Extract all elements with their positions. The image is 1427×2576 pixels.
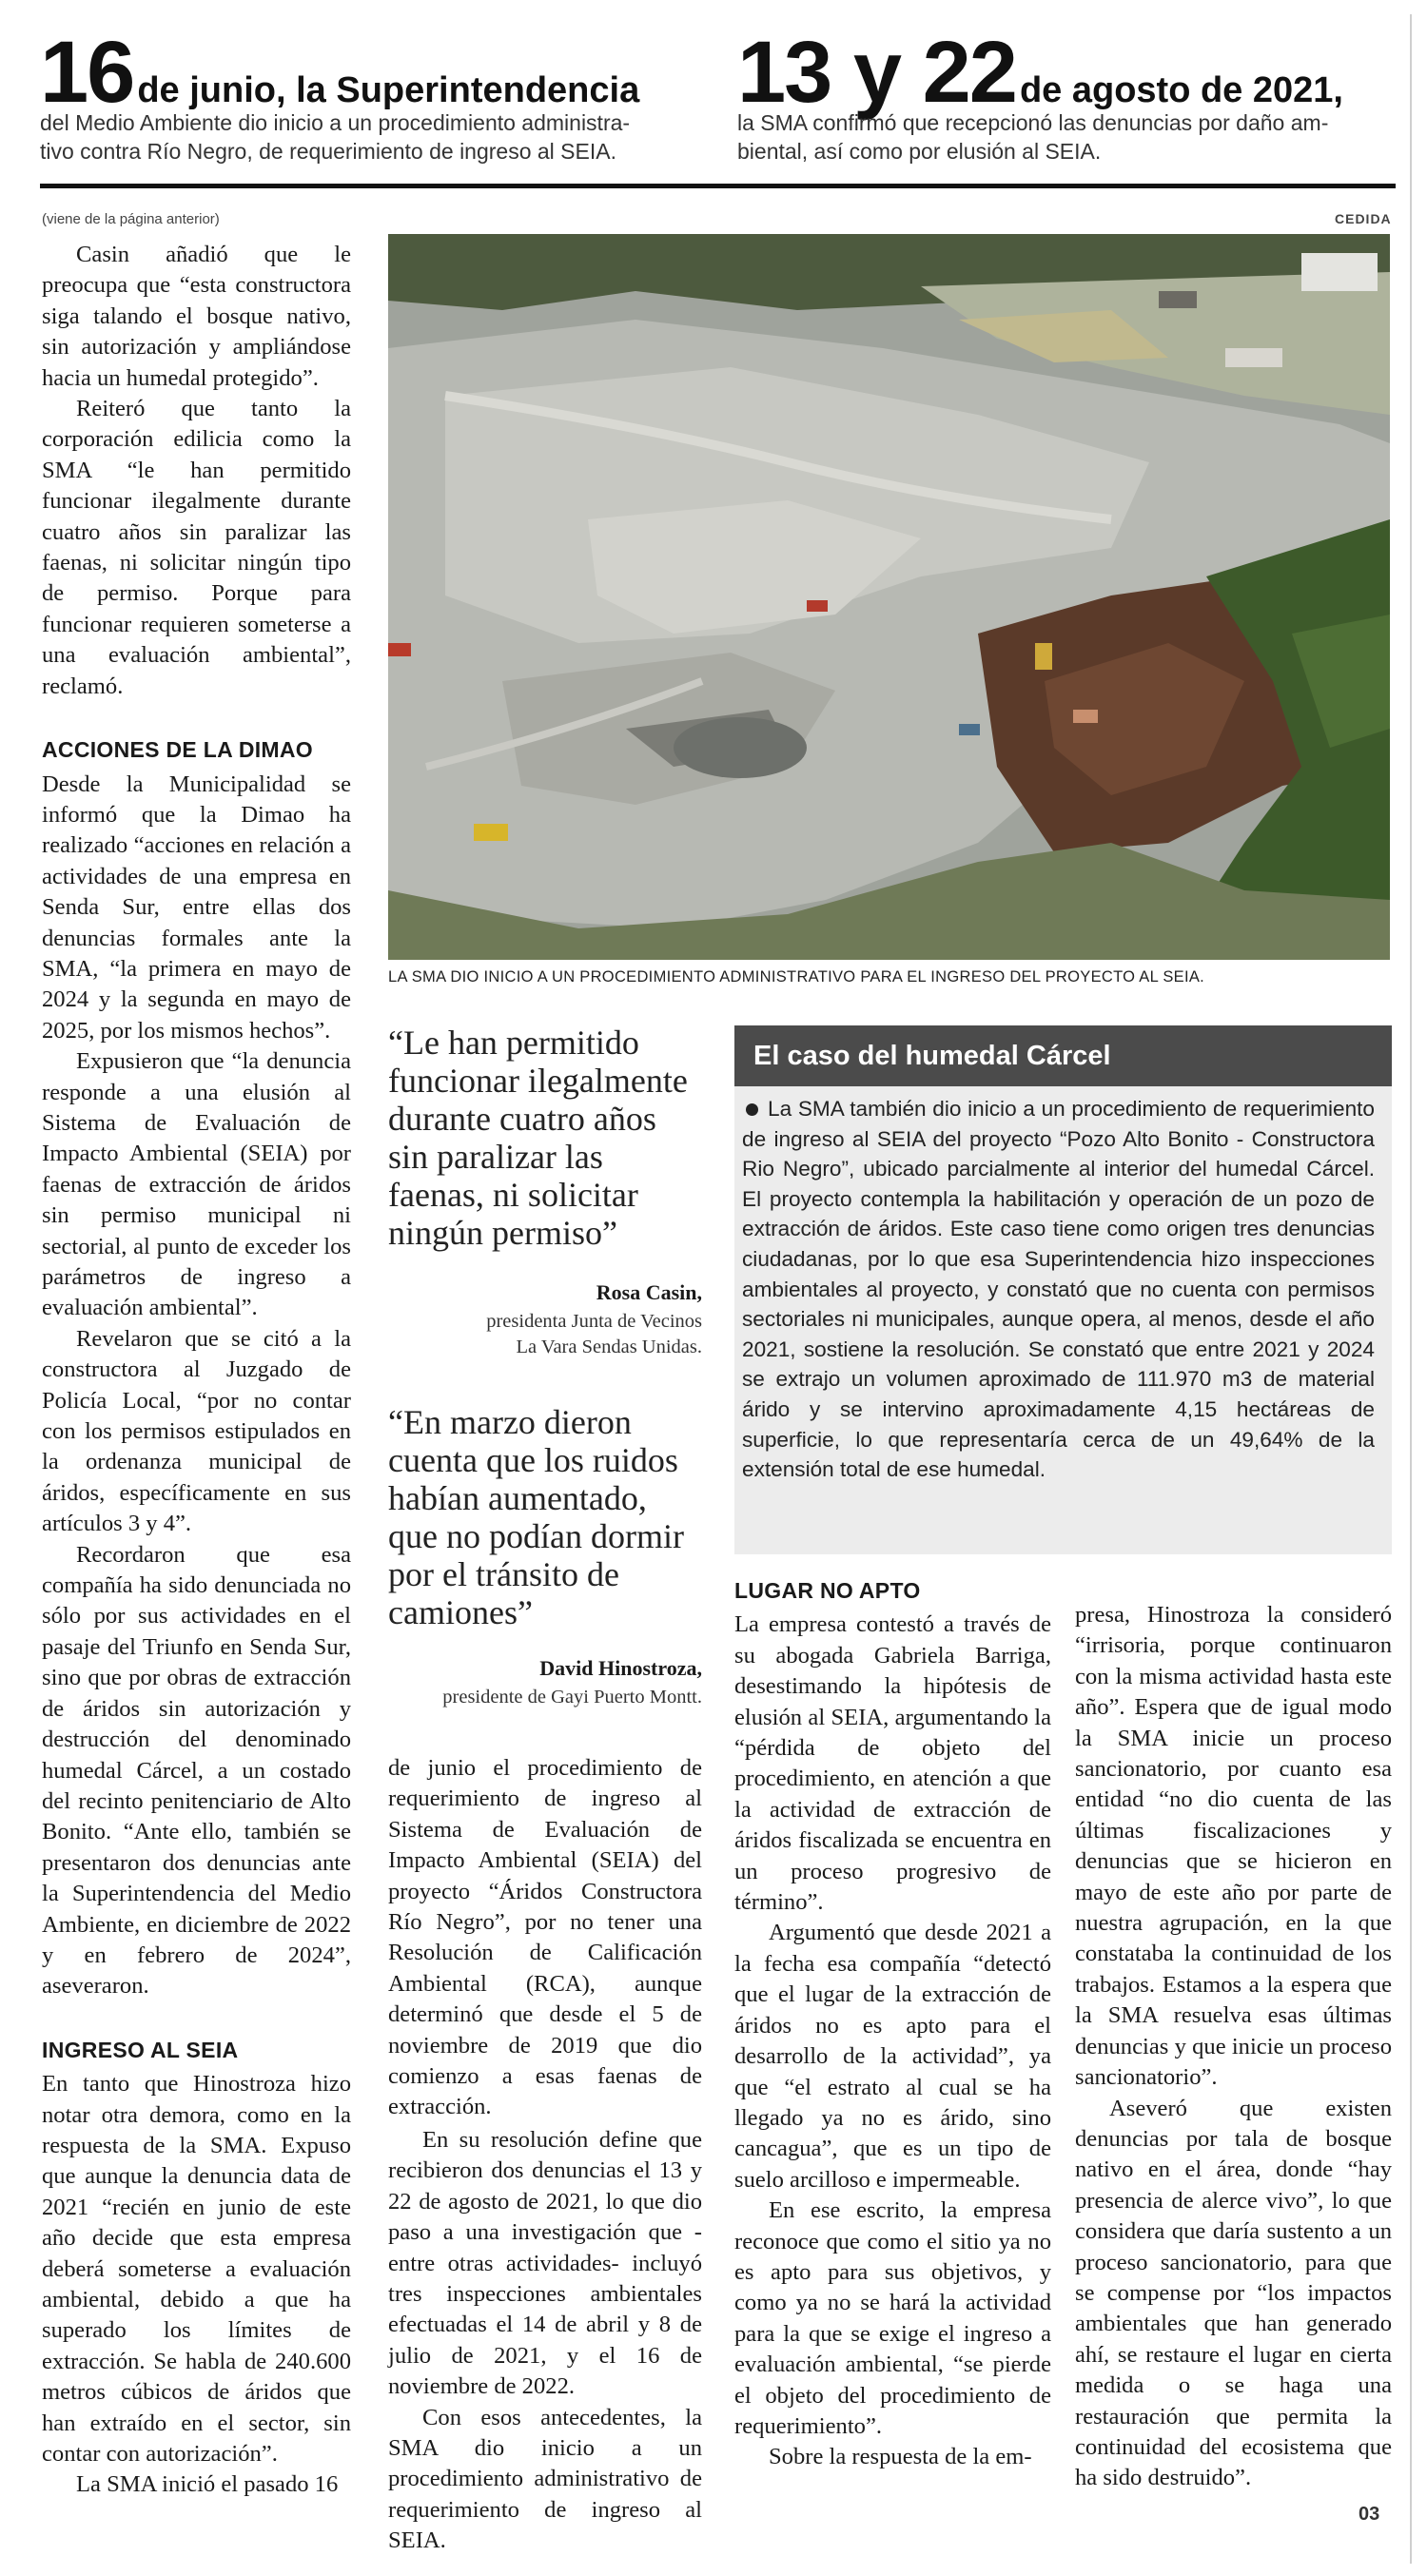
end-mark: 03 xyxy=(1359,2504,1380,2525)
col4-paragraph: Aseveró que existen denuncias por tala de bosque nativo en el área, donde “hay presencia de alerce vivo”, lo que considera que daría sustento a un proceso sancionatorio, para que se compense por “los impactos ambientales que han generado ahí, se restaure el lugar en cierta medida o se haga una restauración que permita la continuidad del ecosistema que ha sido destruido”. xyxy=(1075,2095,1392,2491)
pull-quote-1 xyxy=(388,1024,702,1360)
quote-2-text: “En marzo dieron cuenta que los ruidos habían aumentado, que no podían dormir por el tránsito de camiones” xyxy=(388,1403,684,1631)
timeline-right-line1: la SMA confirmó que recepcionó las denuncias por daño am- xyxy=(737,110,1329,135)
article-column-2 xyxy=(388,1753,702,2557)
subhead-lugar-no-apto: LUGAR NO APTO xyxy=(734,1578,921,1603)
col3-paragraph: Argumentó que desde 2021 a la fecha esa compañía “detectó que el lugar de la extracción de áridos no es apto para el desarrollo de la actividad”, ya que “el estrato al cual se ha llegado ya no es árido, sino cancagua”, que es un tipo de suelo arcilloso e impermeable. xyxy=(734,1920,1051,2193)
col2-paragraph: de junio el procedimiento de requerimiento de ingreso al Sistema de Evaluación de Impacto Ambiental (SEIA) del proyecto “Áridos Constructora Río Negro”, por no tener una Resolución de Calificación Ambiental (RCA), aunque determinó que desde el 5 de noviembre de 2019 que dio comienzo a esas faenas de extracción. xyxy=(388,1755,702,2120)
quote-2-role: presidente de Gayi Puerto Montt. xyxy=(442,1687,702,1708)
sidebar-box-title xyxy=(734,1025,1392,1086)
quote-1-role: presidenta Junta de Vecinos xyxy=(486,1311,702,1332)
quote-1-name: Rosa Casin, xyxy=(596,1280,702,1304)
col1-paragraph: Revelaron que se citó a la constructora al Juzgado de Policía Local, “por no contar con los permisos estipulados en la ordenanza municipal de áridos, específicamente en sus artículos 3 y 4”. xyxy=(42,1325,351,1537)
col3-paragraph: La empresa contestó a través de su abogada Gabriela Barriga, desestimando la hipótesis de elusión al SEIA, argumentando la “pérdida de objeto del procedimiento, en atención a que la actividad de extracción de áridos fiscalizada se encuentra en un proceso progresivo de término”. xyxy=(734,1611,1051,1916)
col1-paragraph: Casin añadió que le preocupa que “esta constructora siga talando el bosque nativo, sin autorización y ampliándose hacia un humedal protegido”. xyxy=(42,242,351,391)
subhead-acciones-dimao: ACCIONES DE LA DIMAO xyxy=(42,737,313,763)
continued-note: (viene de la página anterior) xyxy=(42,211,220,227)
col1-paragraph: Reiteró que tanto la corporación edilicia como la SMA “le han permitido funcionar ilegalmente durante cuatro años sin paralizar las faenas, ni solicitar ningún tipo de permiso. Porque para funcionar requieren someterse a una evaluación ambiental”, reclamó. xyxy=(42,396,351,699)
timeline-left-line1: del Medio Ambiente dio inicio a un procedimiento administra- xyxy=(40,110,631,135)
col1-paragraph: Recordaron que esa compañía ha sido denunciada no sólo por sus actividades en el pasaje del Triunfo en Senda Sur, sino que por obras de extracción de áridos sin autorización y destrucción del denominado humedal Cárcel, a un costado del recinto penitenciario de Alto Bonito. “Ante ello, también se presentaron dos denuncias ante la Superintendencia del Medio Ambiente, en diciembre de 2022 y en febrero de 2024”, aseveraron. xyxy=(42,1541,351,2000)
col4-paragraph: presa, Hinostroza la consideró “irrisoria, porque continuaron con la misma actividad hasta este año”. Espera que de igual modo la SMA inicie un proceso sancionatorio, por cuanto esa entidad “no dio cuenta de las últimas fiscalizaciones y denuncias que se hicieron en mayo de este año por parte de nuestra agrupación, en la que constataba la continuidad de los trabajos. Estamos a la espera que la SMA resuelva esas últimas denuncias y que inicie un proceso sancionatorio”. xyxy=(1075,1602,1392,2091)
subhead-ingreso-seia: INGRESO AL SEIA xyxy=(42,2037,239,2062)
article-column-4 xyxy=(1075,1600,1392,2494)
col1-paragraph: Desde la Municipalidad se informó que la Dimao ha realizado “acciones en relación a actividades de una empresa en Senda Sur, entre ellas dos denuncias formales ante la SMA, “la primera en mayo de 2024 y la segunda en mayo de 2025, por los mismos hechos”. xyxy=(42,771,351,1044)
col2-paragraph: En su resolución define que recibieron dos denuncias el 13 y 22 de agosto de 2021, lo que dio paso a una investigación que -entre otras actividades- incluyó tres inspecciones ambientales efectuadas el 14 de abril y 8 de julio de 2021, y el 16 de noviembre de 2022. xyxy=(388,2126,702,2400)
sidebar-box-body xyxy=(742,1094,1375,1485)
timeline-left xyxy=(40,24,725,166)
col3-paragraph: En ese escrito, la empresa reconoce que como el sitio ya no es apto para sus objetivos, y como ya no se hará la actividad para la que se exige el ingreso a evaluación ambiental, “se pierde el objeto del procedimiento de requerimiento”. xyxy=(734,2197,1051,2439)
page-edge-rule xyxy=(1410,14,1412,2564)
aerial-photo-illustration xyxy=(388,234,1390,960)
quote-1-text: “Le han permitido funcionar ilegalmente durante cuatro años sin paralizar las faenas, ni solicitar ningún permiso” xyxy=(388,1024,688,1252)
timeline-right-headline: de agosto de 2021, xyxy=(1019,70,1343,110)
box-title-text: El caso del humedal Cárcel xyxy=(753,1041,1111,1071)
article-column-1 xyxy=(42,240,351,2501)
col1-paragraph: La SMA inició el pasado 16 xyxy=(76,2471,339,2498)
photo-caption: LA SMA DIO INICIO A UN PROCEDIMIENTO ADMINISTRATIVO PARA EL INGRESO DEL PROYECTO AL SEIA. xyxy=(388,968,1205,986)
timeline-right-line2: biental, así como por elusión al SEIA. xyxy=(737,139,1102,164)
col3-paragraph: Sobre la respuesta de la em- xyxy=(769,2444,1032,2470)
col1-paragraph: En tanto que Hinostroza hizo notar otra demora, como en la respuesta de la SMA. Expuso que aunque la denuncia data de 2021 “recién en junio de este año decide que esta empresa deberá someterse a evaluación ambiental, debido a que ha superado los límites de extracción. Se habla de 240.600 metros cúbicos de áridos que han extraído en el sector, sin contar con autorización”. xyxy=(42,2071,351,2468)
col1-paragraph: Expusieron que “la denuncia responde a una elusión al Sistema de Evaluación de Impacto Ambiental (SEIA) por faenas de extracción de áridos sin permiso municipal ni sectorial, al punto de exceder los parámetros de ingreso a evaluación ambiental”. xyxy=(42,1048,351,1321)
bullet-icon xyxy=(746,1103,758,1116)
timeline-left-headline: de junio, la Superintendencia xyxy=(137,70,640,110)
pull-quote-2 xyxy=(388,1403,702,1710)
timeline-left-line2: tivo contra Río Negro, de requerimiento de ingreso al SEIA. xyxy=(40,139,616,164)
timeline-right-number: 13 y 22 xyxy=(737,24,1016,121)
quote-2-name: David Hinostroza, xyxy=(539,1656,702,1680)
col2-paragraph: Con esos antecedentes, la SMA dio inicio a un procedimiento administrativo de requerimiento de ingreso al SEIA. xyxy=(388,2404,702,2554)
box-text: La SMA también dio inicio a un procedimiento de requerimiento de ingreso al SEIA del proyecto “Pozo Alto Bonito - Constructora Rio Negro”, ubicado parcialmente al interior del humedal Cárcel. El proyecto contempla la habilitación y operación de un pozo de extracción de áridos. Este caso tiene como origen tres denuncias ciudadanas, por lo que esa Superintendencia hizo inspecciones ambientales al proyecto, y constató que no cuenta con permisos sectoriales ni municipales, aunque opera, al menos, desde el año 2021, sostiene la resolución. Se constató que entre 2021 y 2024 se extrajo un volumen aproximado de 111.970 m3 de material árido y se intervino aproximadamente 4,15 hectáreas de superficie, lo que representaría cerca de un 49,64% de la extensión total de ese humedal. xyxy=(742,1097,1375,1482)
timeline-right xyxy=(737,24,1403,166)
aerial-photo-quarry xyxy=(388,234,1390,960)
photo-credit: CEDIDA xyxy=(1335,211,1392,226)
article-column-3 xyxy=(734,1562,1051,2473)
top-rule-divider xyxy=(40,184,1396,188)
quote-1-role: La Vara Sendas Unidas. xyxy=(516,1337,702,1357)
timeline-left-number: 16 xyxy=(40,24,134,121)
